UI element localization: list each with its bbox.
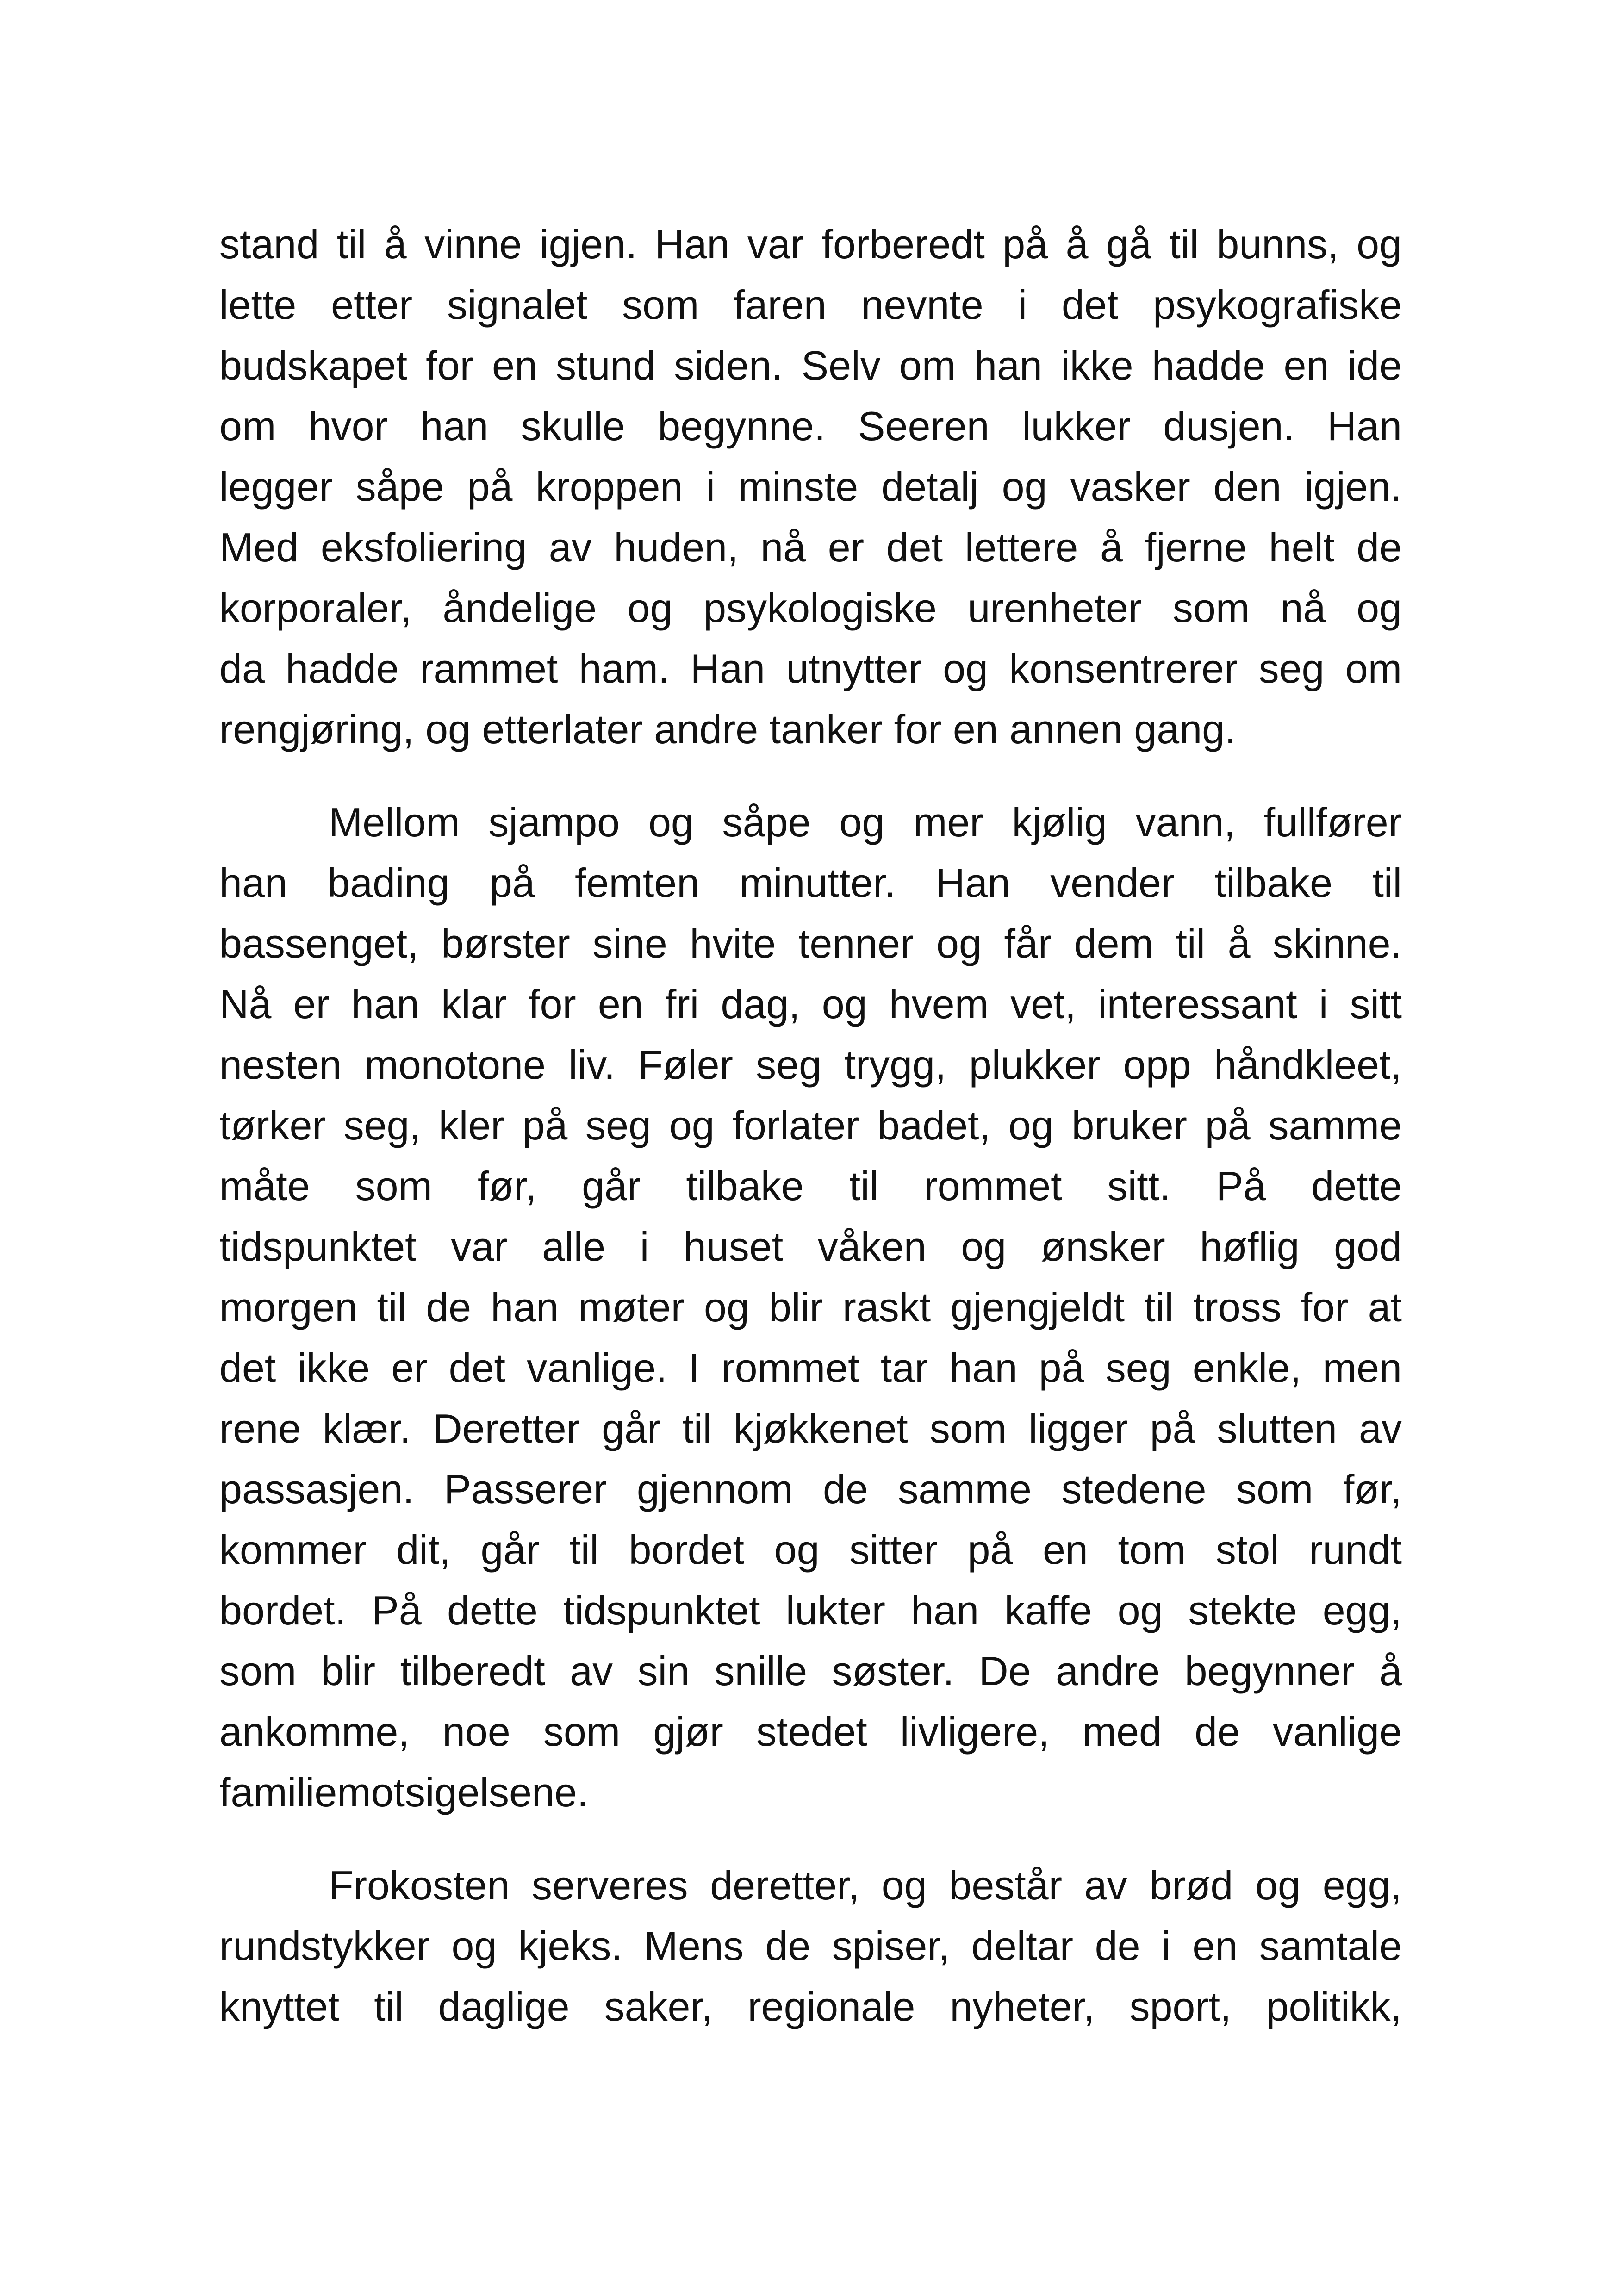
- text-line: Nå er han klar for en fri dag, og hvem vet, interessant i sitt: [219, 981, 1402, 1027]
- text-line: budskapet for en stund siden. Selv om han ikke hadde en ide: [219, 342, 1402, 388]
- text-line: morgen til de han møter og blir raskt gjengjeldt til tross for at: [219, 1284, 1402, 1330]
- text-line: tidspunktet var alle i huset våken og ønsker høflig god: [219, 1224, 1402, 1269]
- text-line: bassenget, børster sine hvite tenner og får dem til å skinne.: [219, 921, 1402, 966]
- text-line: nesten monotone liv. Føler seg trygg, plukker opp håndkleet,: [219, 1042, 1402, 1088]
- text-line: om hvor han skulle begynne. Seeren lukker dusjen. Han: [219, 403, 1402, 449]
- text-line: måte som før, går tilbake til rommet sitt. På dette: [219, 1163, 1402, 1209]
- paragraph-3: [219, 1855, 1402, 2037]
- text-line: rundstykker og kjeks. Mens de spiser, deltar de i en samtale: [219, 1923, 1402, 1969]
- text-line: stand til å vinne igjen. Han var forberedt på å gå til bunns, og: [219, 221, 1402, 267]
- text-line: Mellom sjampo og såpe og mer kjølig vann, fullfører: [329, 799, 1402, 845]
- text-line: tørker seg, kler på seg og forlater badet, og bruker på samme: [219, 1102, 1402, 1148]
- text-line: da hadde rammet ham. Han utnytter og konsentrerer seg om: [219, 646, 1402, 691]
- text-line: bordet. På dette tidspunktet lukter han kaffe og stekte egg,: [219, 1587, 1402, 1633]
- text-line: Med eksfoliering av huden, nå er det lettere å fjerne helt de: [219, 524, 1402, 570]
- text-line: ankomme, noe som gjør stedet livligere, med de vanlige: [219, 1709, 1402, 1755]
- paragraph-1: [219, 214, 1402, 759]
- text-line: som blir tilberedt av sin snille søster. De andre begynner å: [219, 1648, 1402, 1694]
- text-line: rene klær. Deretter går til kjøkkenet som ligger på slutten av: [219, 1406, 1402, 1451]
- text-line: legger såpe på kroppen i minste detalj og vasker den igjen.: [219, 464, 1402, 510]
- text-line: Frokosten serveres deretter, og består av brød og egg,: [329, 1862, 1402, 1908]
- paragraph-2: [219, 792, 1402, 1823]
- text-line: han bading på femten minutter. Han vender tilbake til: [219, 860, 1402, 906]
- text-line: lette etter signalet som faren nevnte i det psykografiske: [219, 282, 1402, 328]
- text-line: passasjen. Passerer gjennom de samme stedene som før,: [219, 1466, 1402, 1512]
- document-page: [219, 214, 1402, 2037]
- text-line: kommer dit, går til bordet og sitter på en tom stol rundt: [219, 1527, 1402, 1573]
- text-line: det ikke er det vanlige. I rommet tar han på seg enkle, men: [219, 1345, 1402, 1391]
- text-line: korporaler, åndelige og psykologiske urenheter som nå og: [219, 585, 1402, 631]
- text-line: knyttet til daglige saker, regionale nyheter, sport, politikk,: [219, 1984, 1402, 2029]
- text-line: rengjøring, og etterlater andre tanker for en annen gang.: [219, 706, 1236, 752]
- text-line: familiemotsigelsene.: [219, 1769, 589, 1815]
